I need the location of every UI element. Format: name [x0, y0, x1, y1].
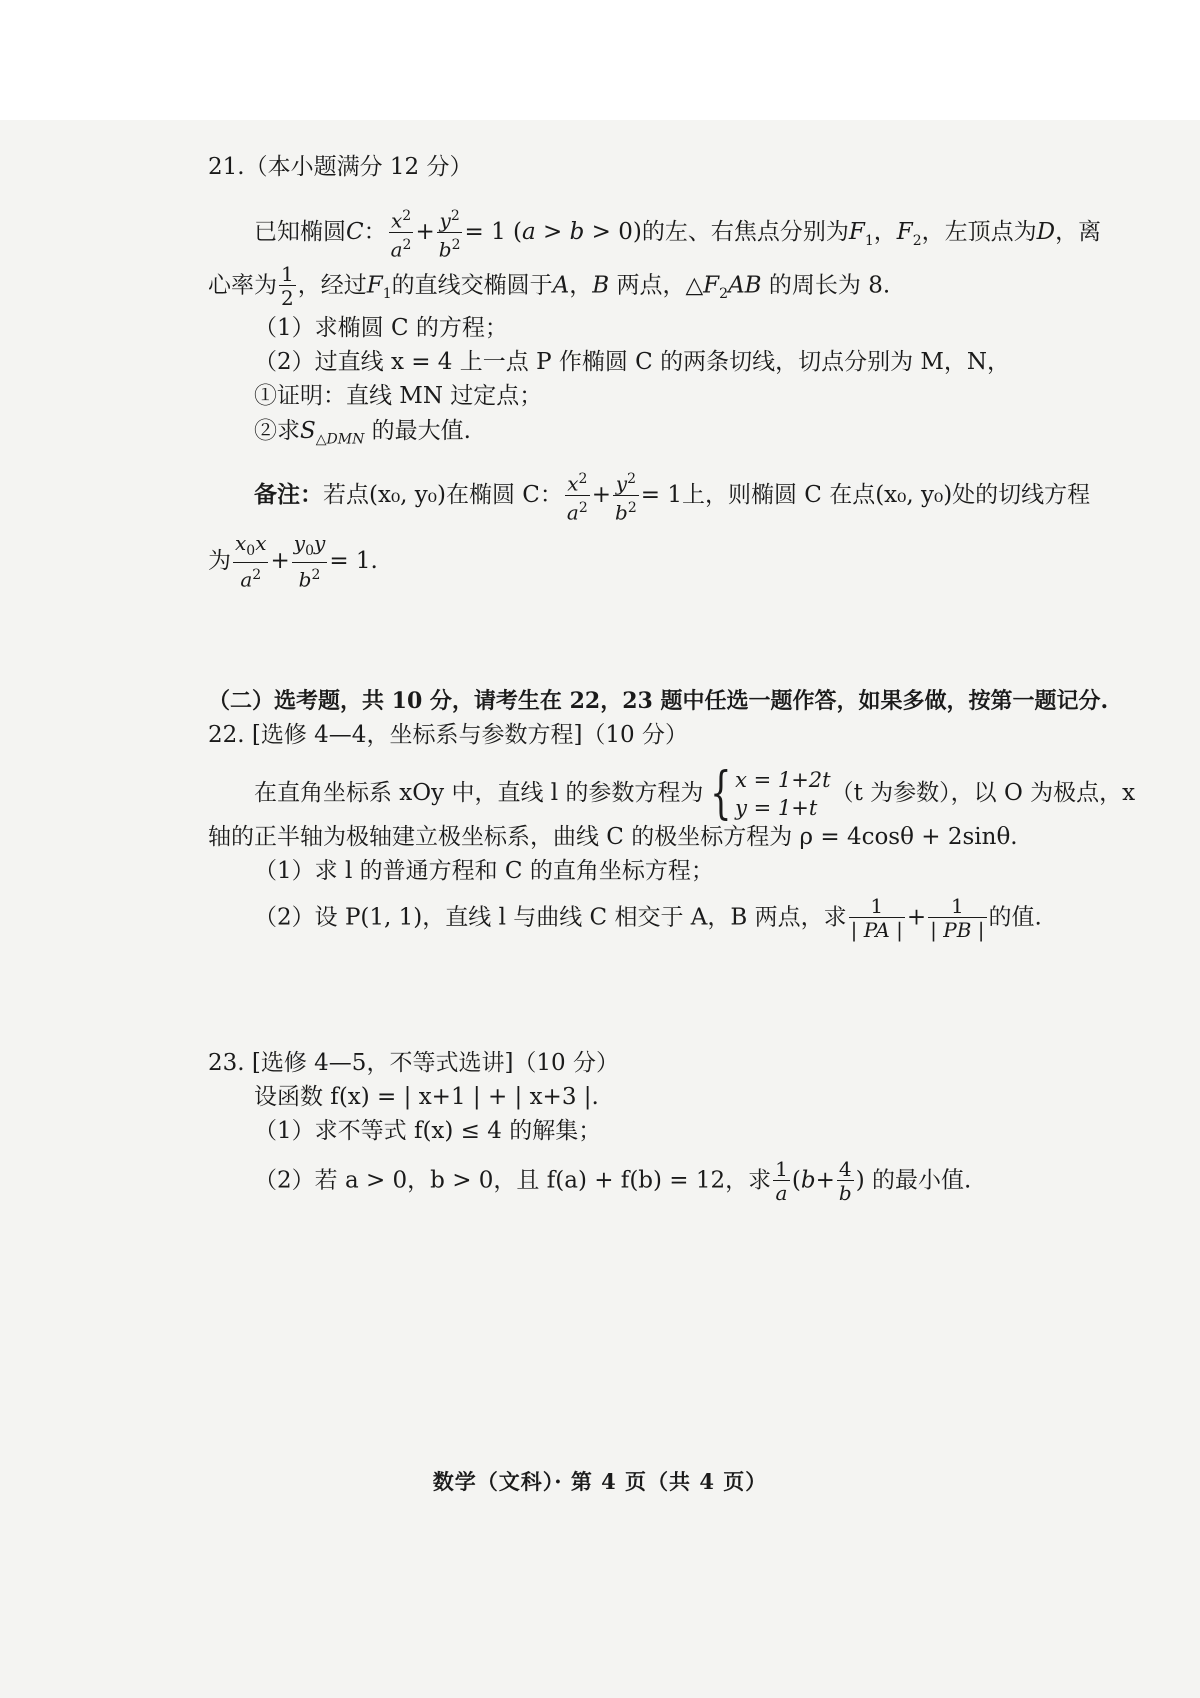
section2-instructions: （二）选考题，共 10 分，请考生在 22，23 题中任选一题作答，如果多做，按第一题记分.: [208, 688, 1109, 714]
fraction-1-a: $\frac{1}{a}$: [775, 1157, 788, 1205]
q22-intro: 在直角坐标系 xOy 中，直线 l 的参数方程为 { x = 1+2t y = 1+t （t 为参数），以 O 为极点，x: [254, 761, 1136, 826]
page-footer: 数学（文科）· 第 4 页（共 4 页）: [432, 1469, 768, 1494]
q21-tangent: 为 $\frac{x_0x}{a^2}$ + $\frac{y_0y}{b^2}$ = 1.: [208, 531, 378, 592]
q21-part2: （2）过直线 x = 4 上一点 P 作椭圆 C 的两条切线，切点分别为 M，N，: [254, 349, 1011, 375]
q22-header: 22. [选修 4—4，坐标系与参数方程]（10 分）: [208, 722, 688, 748]
fraction-1-PB: $\frac{1}{| PB |}$: [930, 894, 985, 942]
fraction-y0y-b2: $\frac{y_0y}{b^2}$: [293, 531, 326, 592]
q21-part1: （1）求椭圆 C 的方程；: [254, 315, 508, 341]
fraction-one-half: $\frac{1}{2}$: [281, 262, 294, 310]
fraction-x2-a2: $\frac{x^2}{a^2}$: [389, 205, 414, 261]
q23-function: 设函数 f(x) = | x+1 | + | x+3 |.: [254, 1084, 599, 1110]
q21-sub1: ①证明：直线 MN 过定点；: [254, 383, 543, 409]
q21-note: 备注：若点(x₀, y₀)在椭圆 C： $\frac{x^2}{a^2}$ + $\frac{y^2}{b^2}$ = 1上，则椭圆 C 在点(x₀, y₀)处的切线方程: [254, 468, 1090, 524]
q22-line2: 轴的正半轴为极轴建立极坐标系，曲线 C 的极坐标方程为 ρ = 4cosθ + 2sinθ.: [208, 824, 1018, 850]
q21-sub2: ②求$S_{\triangle DMN}$ 的最大值.: [254, 418, 471, 448]
q23-part1: （1）求不等式 f(x) ≤ 4 的解集；: [254, 1118, 602, 1144]
q23-part2: （2）若 a > 0，b > 0，且 f(a) + f(b) = 12，求 $\frac{1}{a}$ (b+ $\frac{4}{b}$ ) 的最小值.: [254, 1157, 972, 1205]
brace-symbol: {: [710, 761, 732, 826]
fraction-x0x-a2: $\frac{x_0x}{a^2}$: [235, 531, 267, 592]
q22-part2: （2）设 P(1, 1)，直线 l 与曲线 C 相交于 A，B 两点，求 $\frac{1}{| PA |}$ + $\frac{1}{| PB |}$ 的值.: [254, 894, 1042, 942]
q22-part1: （1）求 l 的普通方程和 C 的直角坐标方程；: [254, 858, 714, 884]
fraction-y2-b2-note: $\frac{y^2}{b^2}$: [613, 468, 639, 524]
parametric-system: x = 1+2t y = 1+t: [735, 768, 831, 820]
q21-header: 21.（本小题满分 12 分）: [208, 154, 473, 180]
fraction-y2-b2: $\frac{y^2}{b^2}$: [437, 205, 463, 261]
scan-margin: [0, 0, 1200, 120]
q21-intro: 已知椭圆C： $\frac{x^2}{a^2}$ + $\frac{y^2}{b^2}$ = 1 (a > b > 0)的左、右焦点分别为$F_1$，$F_2$，左顶点为D，离: [254, 205, 1101, 261]
q23-header: 23. [选修 4—5，不等式选讲]（10 分）: [208, 1050, 619, 1076]
fraction-1-PA: $\frac{1}{| PA |}$: [850, 894, 903, 942]
q21-line2: 心率为 $\frac{1}{2}$ ，经过$F_1$的直线交椭圆于A，B 两点，$\triangle F_2AB$ 的周长为 8.: [208, 262, 891, 310]
fraction-4-b: $\frac{4}{b}$: [838, 1157, 852, 1205]
fraction-x2-a2-note: $\frac{x^2}{a^2}$: [565, 468, 590, 524]
